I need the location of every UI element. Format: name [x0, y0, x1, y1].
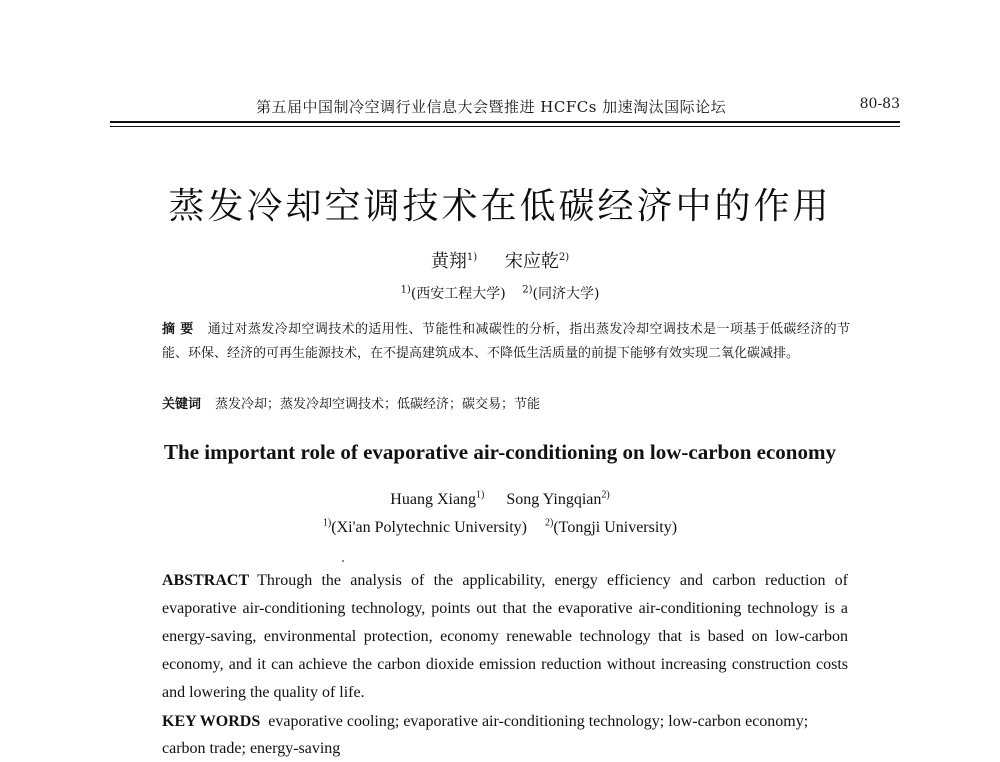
author-en — [506, 491, 609, 508]
author-en — [390, 491, 484, 508]
author-en-name: Huang Xiang — [390, 491, 477, 508]
affiliation-cn — [401, 286, 506, 302]
abstract-cn — [162, 318, 850, 366]
author-cn-sup: 1) — [466, 252, 478, 263]
stray-mark — [342, 560, 344, 562]
author-cn — [505, 251, 569, 272]
abstract-cn-label: 摘 要 — [162, 322, 194, 337]
author-cn-name: 宋应乾 — [504, 251, 559, 272]
affiliation-en-sup: 1) — [322, 517, 332, 529]
affiliation-en — [545, 519, 677, 536]
keywords-cn — [162, 395, 850, 415]
keywords-en-text: evaporative cooling; evaporative air-conditioning technology; low-carbon economy; carbon trade; energy-saving — [162, 713, 809, 757]
affiliations-en — [0, 519, 1000, 537]
abstract-cn-text: 通过对蒸发冷却空调技术的适用性、节能性和减碳性的分析，指出蒸发冷却空调技术是一项基于低碳经济的节能、环保、经济的可再生能源技术，在不提高建筑成本、不降低生活质量的前提下能够有效实现二氧化碳减排。 — [162, 322, 850, 361]
page-range: 80-83 — [859, 96, 900, 112]
abstract-en — [162, 567, 848, 707]
header-title: 第五届中国制冷空调行业信息大会暨推进 HCFCs 加速淘汰国际论坛 — [256, 98, 727, 116]
paper-title-en: The important role of evaporative air-conditioning on low-carbon economy — [164, 440, 836, 464]
abstract-en-label: ABSTRACT — [162, 572, 250, 589]
affiliation-en — [323, 519, 527, 536]
affiliation-en-sup: 2) — [544, 517, 554, 529]
authors-en — [0, 491, 1000, 509]
author-cn-name: 黄翔 — [430, 251, 467, 272]
keywords-cn-text: 蒸发冷却；蒸发冷却空调技术；低碳经济；碳交易；节能 — [215, 397, 541, 412]
header-rule-thin — [110, 126, 900, 127]
author-en-sup: 2) — [601, 489, 610, 501]
running-header — [110, 96, 900, 116]
author-en-sup: 1) — [476, 489, 485, 501]
header-rule-thick — [110, 121, 900, 123]
author-en-name: Song Yingqian — [506, 491, 602, 508]
paper-title-cn: 蒸发冷却空调技术在低碳经济中的作用 — [168, 186, 832, 227]
keywords-cn-label: 关键词 — [162, 397, 202, 412]
affiliation-cn — [522, 286, 599, 302]
affiliation-cn-sup: 1) — [400, 284, 411, 296]
authors-cn — [0, 247, 1000, 273]
affiliation-en-text: (Xi'an Polytechnic University) — [331, 519, 527, 536]
author-cn-sup: 2) — [558, 252, 570, 263]
affiliation-cn-sup: 2) — [522, 284, 533, 296]
keywords-en — [162, 708, 848, 762]
author-cn — [431, 251, 477, 272]
keywords-en-label: KEY WORDS — [162, 713, 261, 730]
affiliations-cn — [0, 283, 1000, 303]
affiliation-cn-text: (西安工程大学) — [410, 286, 506, 302]
affiliation-en-text: (Tongji University) — [553, 519, 678, 536]
affiliation-cn-text: (同济大学) — [532, 286, 600, 302]
abstract-en-text: Through the analysis of the applicability, energy efficiency and carbon reduction of evaporative air-conditioning technology, points out that the evaporative air-conditioning technology is a energy-saving, environmental protection, economy renewable technology that is based on low-carbon economy, and it can achieve the carbon dioxide emission reduction without increasing construction costs and lowering the quality of life. — [162, 572, 848, 701]
